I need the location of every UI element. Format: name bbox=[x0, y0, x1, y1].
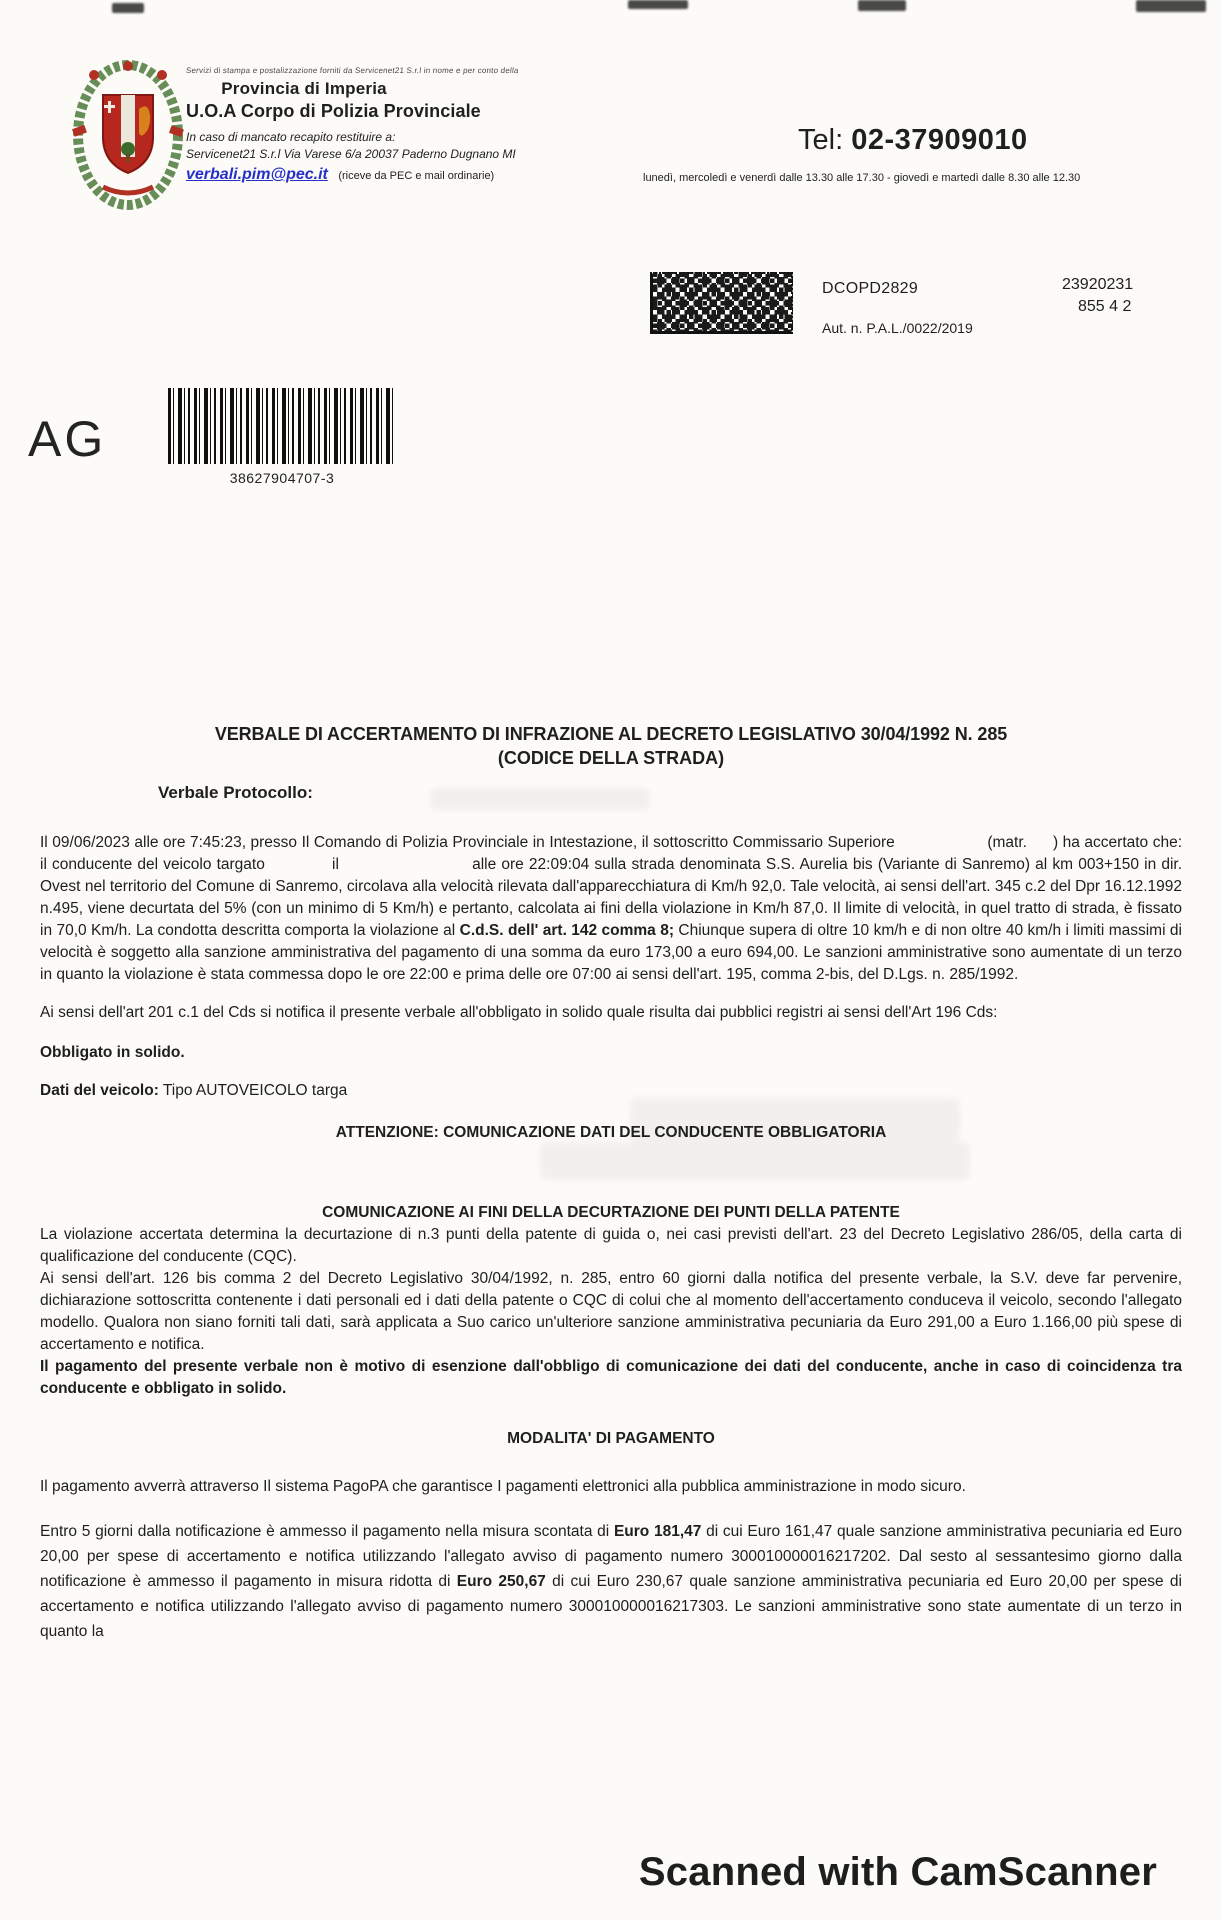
p1-seg-il: il bbox=[332, 856, 339, 873]
redacted-gap bbox=[895, 846, 983, 847]
telephone-line bbox=[798, 124, 1028, 157]
points-paragraph-1: La violazione accertata determina la decurtazione di n.3 punti della patente di guida o, nei casi previsti dell'art. 23 del Decreto Legislativo 286/05, della carta di qualificazione del conducente (CQC). bbox=[40, 1226, 1182, 1265]
p1-violation-article: C.d.S. dell' art. 142 comma 8; bbox=[459, 922, 674, 939]
email-row bbox=[186, 166, 546, 184]
payment-seg3: di cui Euro 230,67 quale sanzione amministrativa pecuniaria ed Euro 20,00 per spese di accertamento e notifica utilizzando l'allegato avviso di pagamento numero 300010000016217303. Le sanzioni amministrative sono state aumentate di un terzo in quanto la bbox=[40, 1573, 1182, 1640]
tel-number: 02-37909010 bbox=[851, 124, 1028, 156]
office-hours: lunedì, mercoledì e venerdì dalle 13.30 alle 17.30 - giovedì e martedì dalle 8.30 alle 12.30 bbox=[643, 172, 1081, 184]
vehicle-label: Dati del veicolo: bbox=[40, 1082, 159, 1099]
p1-matr-close: ) ha accertato che: il conducente del veicolo targato bbox=[40, 834, 1182, 873]
notification-barcode bbox=[168, 388, 396, 464]
pec-email-link[interactable]: verbali.pim@pec.it bbox=[186, 166, 328, 183]
return-note-line2: Servicenet21 S.r.l Via Varese 6/a 20037 Paderno Dugnano MI bbox=[186, 147, 516, 161]
obbligato-label: Obbligato in solido. bbox=[40, 1044, 185, 1061]
points-heading: COMUNICAZIONE AI FINI DELLA DECURTAZIONE DEI PUNTI DELLA PATENTE bbox=[322, 1204, 900, 1221]
points-paragraph-2: Ai sensi dell'art. 126 bis comma 2 del Decreto Legislativo 30/04/1992, n. 285, entro 60 giorni dalla notifica del presente verbale, la S.V. deve far pervenire, dichiarazione sottoscritta contenente i dati personali ed i dati della patente o CQC di colui che al momento dell'accertamento conduceva il veicolo, secondo l'allegato modello. Qualora non siano forniti tali dati, sarà applicata a Suo carico un'ulteriore sanzione amministrativa pecuniaria da Euro 291,00 a Euro 1.166,00 più spese di accertamento e notifica. bbox=[40, 1270, 1182, 1353]
document-code: DCOPD2829 bbox=[822, 280, 919, 297]
payment-paragraph-1: Il pagamento avverrà attraverso Il sistema PagoPA che garantisce I pagamenti elettronici alla pubblica amministrazione in modo sicuro. bbox=[40, 1478, 966, 1495]
p1-seg2: alle ore 22:09:04 sulla strada denominata S.S. Aurelia bis (Variante di Sanremo) al km 003+150 in dir. Ovest nel territorio del Comune di Sanremo, circolava alla velocità rilevata dall'apparecchiatura di Km/h 92,0. Tale velocità, ai sensi dell'art. 345 c.2 del Dpr 16.12.1992 n.495, viene decurtata del 5% (con un minimo di 5 Km/h) e pertanto, calcolata ai fini della violazione in Km/h 87,0. Il limite di velocità, in quel tratto di strada, è fissato in 70,0 Km/h. La condotta descritta comporta la violazione al bbox=[40, 856, 1183, 939]
attention-heading: ATTENZIONE: COMUNICAZIONE DATI DEL CONDUCENTE OBBLIGATORIA bbox=[335, 1124, 887, 1141]
scan-artifact bbox=[858, 0, 906, 11]
scan-artifact bbox=[628, 0, 688, 9]
payment-amount-discounted: Euro 181,47 bbox=[613, 1523, 702, 1540]
tel-label: Tel: bbox=[798, 124, 852, 156]
authorization-code: Aut. n. P.A.L./0022/2019 bbox=[822, 320, 973, 336]
p1-seg3: Chiunque supera di oltre 10 km/h e di non oltre 40 km/h i limiti massimi di velocità è soggetto alla sanzione amministrativa del pagamento di una somma da euro 173,00 a euro 694,00. Le sanzioni amministrative sono aumentate di un terzo in quanto la violazione è stata commessa dopo le ore 22:00 e prima delle ore 07:00 ai sensi dell'art. 195, comma 2-bis, del D.Lgs. n. 285/1992. bbox=[40, 922, 1182, 983]
email-note: (riceve da PEC e mail ordinarie) bbox=[338, 170, 495, 182]
payment-heading: MODALITA' DI PAGAMENTO bbox=[507, 1430, 715, 1447]
org-name: Provincia di Imperia bbox=[221, 79, 387, 98]
reference-number-1: 23920231 bbox=[1062, 276, 1134, 293]
scan-artifact bbox=[112, 3, 144, 13]
payment-seg2: di cui Euro 161,47 quale sanzione amministrativa pecuniaria ed Euro 20,00 per spese di accertamento e notifica utilizzando l'allegato avviso di pagamento numero 300010000016217202. Dal sesto al sessantesimo giorno dalla notificazione è ammesso il pagamento in misura ridotta di bbox=[40, 1523, 1182, 1590]
redacted-gap bbox=[339, 868, 467, 869]
document-title-line2: (CODICE DELLA STRADA) bbox=[497, 748, 725, 768]
document-title-line1: VERBALE DI ACCERTAMENTO DI INFRAZIONE AL DECRETO LEGISLATIVO 30/04/1992 N. 285 bbox=[214, 724, 1008, 744]
payment-paragraph-2 bbox=[40, 1519, 1182, 1644]
reference-number-2: 855 4 2 bbox=[1078, 298, 1132, 315]
camscanner-watermark: Scanned with CamScanner bbox=[638, 1850, 1157, 1894]
sender-block bbox=[186, 66, 546, 184]
payment-seg1: Entro 5 giorni dalla notificazione è ammesso il pagamento nella misura scontata di bbox=[40, 1523, 614, 1540]
org-unit: U.O.A Corpo di Polizia Provinciale bbox=[186, 101, 481, 121]
barcode-number: 38627904707-3 bbox=[229, 470, 335, 486]
vehicle-data-line bbox=[40, 1080, 1182, 1102]
document-body bbox=[40, 722, 1182, 1644]
redacted-gap bbox=[1027, 846, 1053, 847]
payment-amount-reduced: Euro 250,67 bbox=[456, 1573, 546, 1590]
return-note-line1: In caso di mancato recapito restituire a: bbox=[186, 130, 396, 144]
notifica-paragraph: Ai sensi dell'art 201 c.1 del Cds si notifica il presente verbale all'obbligato in solido quale risulta dai pubblici registri ai sensi dell'Art 196 Cds: bbox=[40, 1004, 998, 1021]
protocol-label: Verbale Protocollo: bbox=[158, 783, 313, 802]
data-matrix-barcode bbox=[650, 272, 793, 334]
ag-label: AG bbox=[28, 411, 107, 467]
accertamento-paragraph bbox=[40, 832, 1182, 986]
redacted-gap bbox=[265, 868, 327, 869]
p1-seg1: Il 09/06/2023 alle ore 7:45:23, presso Il Comando di Polizia Provinciale in Intestazione, il sottoscritto Commissario Superiore bbox=[40, 834, 895, 851]
scan-artifact bbox=[1136, 0, 1206, 12]
service-provider-line: Servizi di stampa e postalizzazione forniti da Servicenet21 S.r.l in nome e per conto della bbox=[185, 66, 520, 75]
coat-of-arms bbox=[72, 55, 184, 223]
points-paragraph-3: Il pagamento del presente verbale non è motivo di esenzione dall'obbligo di comunicazione dei dati del conducente, anche in caso di coincidenza tra conducente e obbligato in solido. bbox=[40, 1358, 1182, 1397]
vehicle-value: Tipo AUTOVEICOLO targa bbox=[158, 1082, 348, 1099]
p1-matr-open: (matr. bbox=[987, 834, 1027, 851]
